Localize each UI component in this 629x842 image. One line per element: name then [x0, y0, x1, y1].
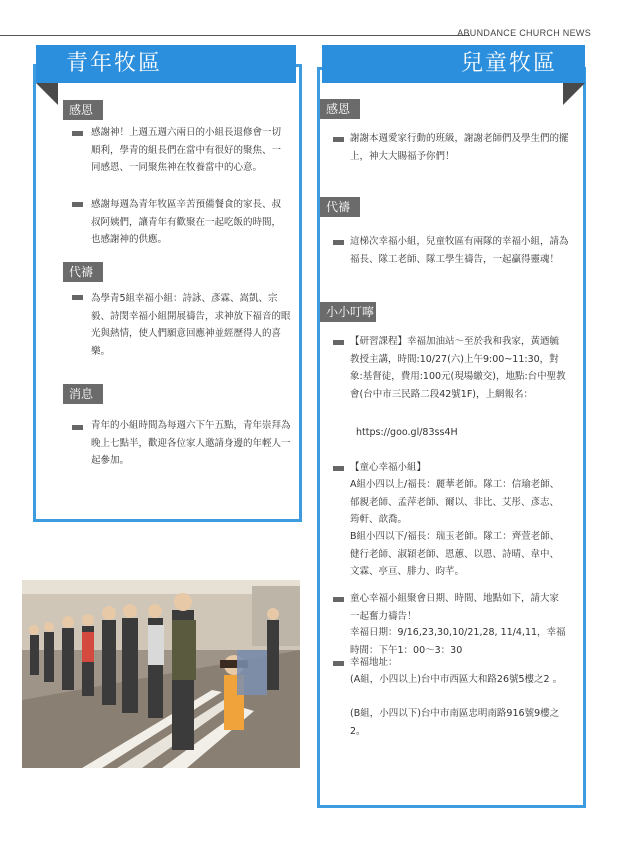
youth-thanks-label: 感恩: [63, 100, 103, 120]
children-prayer-label: 代禱: [320, 197, 360, 217]
bullet-icon: [333, 661, 344, 666]
youth-news-item-1: 青年的小組時間為每週六下午五點，青年崇拜為晚上七點半，歡迎各位家人邀請身邊的年輕人一起參加。: [91, 420, 291, 466]
bullet-icon: [72, 425, 83, 430]
reminder-dates: 幸福日期：9/16,23,30,10/21,28, 11/4,11，幸福時間：下午1：00～3：30: [350, 627, 566, 656]
children-thanks-label: 感恩: [320, 99, 360, 119]
youth-section-title: 青年牧區: [36, 45, 296, 83]
bullet-icon: [333, 466, 344, 471]
reminder-address-b: (B組，小四以下)台中市南區忠明南路916號9樓之2。: [350, 708, 560, 737]
banner-fold-right: [563, 83, 585, 105]
bullet-icon: [333, 240, 344, 245]
reminder-group-title: 【童心幸福小組】: [350, 462, 427, 473]
children-thanks-item-1: 謝謝本週愛家行動的班級，謝謝老師們及學生們的擺上，神大大賜福予你們！: [350, 133, 569, 162]
youth-prayer-label: 代禱: [63, 262, 103, 282]
bullet-icon: [333, 137, 344, 142]
bullet-icon: [333, 597, 344, 602]
bullet-icon: [72, 295, 83, 300]
youth-thanks-item-1: 感謝神！上週五週六兩日的小組長退修會一切順利，學青的組長們在當中有很好的聚焦、一同感恩、一同聚焦神在牧養當中的心意。: [91, 127, 282, 173]
reminder-address-a: (A組，小四以上)台中市西區大和路26號5樓之2 。: [350, 674, 563, 685]
children-section-title: 兒童牧區: [322, 45, 585, 83]
children-prayer-item-1: 這梯次幸福小組，兒童牧區有兩隊的幸福小組，請為福長、隊工老師、隊工學生禱告，一起贏得靈魂！: [350, 236, 569, 265]
youth-news-label: 消息: [63, 384, 103, 404]
reminder-signup-link[interactable]: https://goo.gl/83ss4H: [356, 427, 458, 438]
children-reminder-label: 小小叮嚀: [320, 302, 376, 322]
bullet-icon: [333, 340, 344, 345]
reminder-schedule-intro: 童心幸福小組聚會日期、時間、地點如下，請大家一起奮力禱告！: [350, 593, 560, 622]
reminder-course: 【研習課程】幸福加油站～至於我和我家，黃迺毓教授主講，時間:10/27(六)上午9:00~11:30，對象:基督徒，費用:100元(現場繳交)，地點:台中聖教會(台中市三民路二段42號1F)，上網報名：: [350, 336, 566, 400]
bullet-icon: [72, 131, 83, 136]
youth-thanks-item-2: 感謝每週為青年牧區辛苦預備餐食的家長、叔叔阿姨們，讓青年有歡聚在一起吃飯的時間，也感謝神的供應。: [91, 199, 282, 245]
banner-fold-left: [36, 83, 58, 105]
reminder-group-b: B組小四以下/福長：瑞玉老師。隊工：齊萱老師、健行老師、淑穎老師、恩蕙、以恩、詩晴、韋中、文霖、亭亘、腓力、昀芊。: [350, 531, 560, 577]
youth-activity-photo: [22, 580, 300, 768]
reminder-group-a: A組小四以上/福長：麗華老師。隊工：信瑜老師、郁親老師、孟萍老師、爾以、非比、艾彤、彥志、筠軒、歆喬。: [350, 479, 560, 525]
youth-prayer-item-1: 為學青5組幸福小組：詩詠、彥霖、嵩凱、宗毅、詩閔幸福小組開展禱告，求神放下福音的眼光與熱情，使人們願意回應神並經歷得人的喜樂。: [91, 293, 291, 357]
bullet-icon: [72, 202, 83, 207]
header-rule: [0, 35, 470, 36]
reminder-address-title: 幸福地址：: [350, 657, 398, 668]
newsletter-brand: ABUNDANCE CHURCH NEWS: [457, 28, 591, 38]
